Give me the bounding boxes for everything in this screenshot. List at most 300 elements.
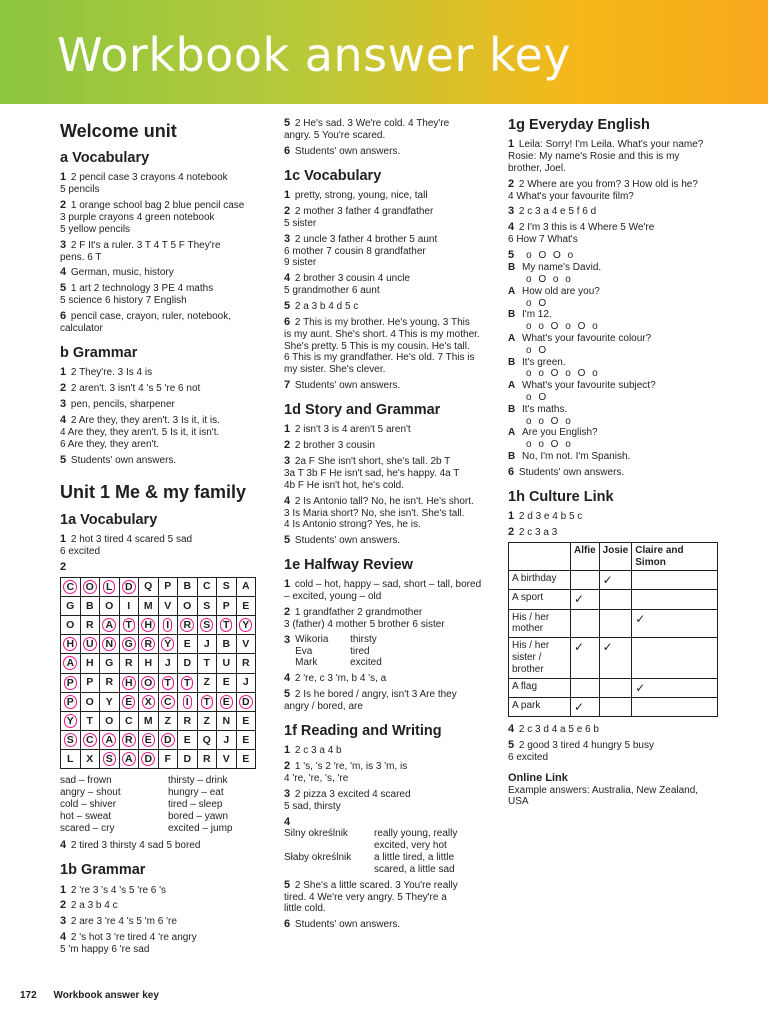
- answer-item: [60, 382, 270, 395]
- answer-item: [284, 233, 489, 270]
- wordsearch-cell: E: [236, 596, 256, 615]
- answer-line: 6 mother 7 cousin 8 grandfather: [284, 245, 426, 257]
- check-cell: [632, 571, 718, 590]
- table-row: [509, 638, 718, 678]
- wordsearch-cell: S: [100, 750, 120, 769]
- wordsearch-cell: D: [158, 731, 178, 750]
- cell-text: Słaby określnik: [284, 852, 352, 864]
- answer-line: 2 This is my brother. He's young. 3 This: [292, 316, 470, 328]
- wordsearch-cell: M: [139, 711, 159, 730]
- answer-line: 5 pencils: [60, 184, 100, 196]
- table-row: [509, 609, 718, 638]
- wordsearch-cell: E: [236, 711, 256, 730]
- wordsearch-cell: E: [178, 635, 198, 654]
- answer-item: [60, 899, 270, 912]
- wordsearch-cell: G: [61, 596, 81, 615]
- section-1g-everyday-english: 1g Everyday English: [508, 117, 650, 133]
- item-number: 1: [508, 138, 515, 151]
- answer-line: 2 He's sad. 3 We're cold. 4 They're: [292, 118, 450, 129]
- answer-line: 2 pencil case 3 crayons 4 notebook: [68, 172, 228, 184]
- item-number: 3: [60, 238, 67, 251]
- wordsearch: [60, 577, 270, 770]
- wordsearch-cell: A: [61, 654, 81, 673]
- section-1c-vocabulary: 1c Vocabulary: [284, 167, 382, 184]
- answer-item: [60, 266, 270, 279]
- wordsearch-cell: Y: [236, 615, 256, 634]
- pair-entry: bored – yawn: [168, 810, 229, 822]
- wordsearch-cell: X: [139, 692, 159, 711]
- cell-text: excited: [350, 657, 382, 669]
- answer-item: [508, 526, 718, 539]
- stress-pattern: o O: [526, 297, 549, 309]
- speaker: B: [508, 262, 516, 274]
- wordsearch-cell: O: [80, 577, 100, 596]
- wordsearch-cell: H: [119, 673, 139, 692]
- answer-line: 5 sad, thirsty: [284, 800, 341, 812]
- wordsearch-cell: S: [197, 596, 217, 615]
- wordsearch-cell: Q: [197, 731, 217, 750]
- wordsearch-cell: G: [100, 654, 120, 673]
- item-number: 1: [284, 188, 291, 201]
- answer-line: 2 Where are you from? 3 How old is he?: [516, 178, 698, 190]
- answer-item: [284, 760, 489, 785]
- answer-line: Leila: Sorry! I'm Leila. What's your name?: [516, 139, 704, 151]
- wordsearch-cell: H: [80, 654, 100, 673]
- answer-item: [284, 688, 489, 713]
- answer-line: pen, pencils, sharpener: [68, 398, 175, 410]
- answer-item: [60, 884, 270, 897]
- wordsearch-row: [61, 750, 256, 769]
- speaker: B: [508, 450, 516, 462]
- wordsearch-cell: R: [178, 711, 198, 730]
- wordsearch-cell: I: [119, 596, 139, 615]
- answer-line: 2a F She isn't short, she's tall. 2b T: [292, 456, 451, 468]
- answer-line: little cold.: [284, 903, 326, 915]
- wordsearch-cell: R: [178, 615, 198, 634]
- online-link-text: Example answers: Australia, New Zealand, USA: [508, 784, 699, 808]
- item-number: 7: [284, 379, 291, 392]
- stress-pattern: o O: [526, 391, 549, 403]
- item-number: 1: [284, 744, 291, 757]
- answer-item: [60, 414, 270, 451]
- wordsearch-cell: J: [158, 654, 178, 673]
- wordsearch-cell: B: [80, 596, 100, 615]
- answer-item: [284, 439, 489, 452]
- check-cell: ✓: [599, 638, 632, 678]
- wordsearch-cell: Y: [158, 635, 178, 654]
- wordsearch-cell: P: [80, 673, 100, 692]
- wordsearch-cell: I: [178, 692, 198, 711]
- name-feeling-row: [295, 646, 382, 658]
- wordsearch-cell: V: [236, 635, 256, 654]
- item-number: 3: [284, 787, 291, 800]
- answer-line: 4 're, 're, 's, 're: [284, 772, 349, 784]
- cell-text: Silny określnik: [284, 828, 348, 840]
- answer-line: 3 (father) 4 mother 5 brother 6 sister: [284, 618, 445, 630]
- row-label: A birthday: [509, 571, 571, 590]
- table-header: Josie: [599, 542, 632, 571]
- answer-line: 6 excited: [508, 751, 549, 763]
- dialog-line: [508, 380, 718, 392]
- section-1h-culture-link: 1h Culture Link: [508, 488, 614, 505]
- item-number: 4: [284, 494, 291, 507]
- speaker: A: [508, 332, 516, 344]
- item-number: 2: [284, 759, 291, 772]
- wordsearch-cell: L: [61, 750, 81, 769]
- wordsearch-cell: Q: [139, 577, 159, 596]
- 1h-items: [508, 510, 718, 539]
- column-left: [60, 117, 270, 959]
- wordsearch-cell: D: [178, 654, 198, 673]
- answer-line: 2 brother 3 cousin 4 uncle: [292, 273, 410, 285]
- check-cell: ✓: [571, 638, 600, 678]
- answer-line: 6 This is my grandfather. He's old. 7 This is: [284, 352, 475, 364]
- dialog-text: No, I'm not. I'm Spanish.: [522, 450, 631, 462]
- wordsearch-cell: T: [119, 615, 139, 634]
- 1e-items: [284, 578, 489, 631]
- wordsearch-cell: R: [139, 635, 159, 654]
- answer-item: [284, 672, 489, 685]
- wordsearch-row: [61, 635, 256, 654]
- item-number: 3: [284, 633, 291, 646]
- answer-item: [60, 454, 270, 467]
- answer-line: 2 's hot 3 're tired 4 're angry: [68, 932, 197, 944]
- wordsearch-cell: H: [61, 635, 81, 654]
- answer-line: 2 are 3 're 4 's 5 'm 6 're: [68, 916, 177, 928]
- dialog-text: I'm 12.: [522, 309, 552, 321]
- answer-item: [284, 316, 489, 376]
- dialog-text: How old are you?: [522, 285, 600, 297]
- answer-line: German, music, history: [68, 267, 174, 279]
- row-label: A flag: [509, 678, 571, 697]
- wordsearch-cell: R: [197, 750, 217, 769]
- wordsearch-cell: I: [158, 615, 178, 634]
- 1d-items: [284, 423, 489, 547]
- column-right: [508, 117, 718, 811]
- section-b-grammar: b Grammar: [60, 344, 138, 361]
- name-feeling-row: [295, 634, 382, 646]
- table-header: Claire and Simon: [632, 542, 718, 571]
- dialog-line: [508, 404, 718, 416]
- check-cell: [599, 590, 632, 609]
- answer-item: [60, 366, 270, 379]
- item-number: 2: [60, 199, 67, 212]
- answer-line: 2 c 3 a 4 b: [292, 745, 342, 757]
- wordsearch-cell: C: [158, 692, 178, 711]
- answer-item: [284, 300, 489, 313]
- dialog-line: [508, 333, 718, 345]
- wordsearch-label: 2: [60, 560, 67, 573]
- answer-line: 2 d 3 e 4 b 5 c: [516, 510, 583, 522]
- answer-item: [508, 221, 718, 246]
- wordsearch-cell: D: [236, 692, 256, 711]
- answer-item: [284, 423, 489, 436]
- answer-item: [508, 510, 718, 523]
- speaker: B: [508, 403, 516, 415]
- wordsearch-cell: P: [61, 692, 81, 711]
- item-number: 6: [284, 144, 291, 157]
- wordsearch-cell: U: [217, 654, 237, 673]
- answer-line: calculator: [60, 323, 103, 335]
- wordsearch-cell: Z: [197, 711, 217, 730]
- item-number: 5: [60, 453, 67, 466]
- item-number: 4: [60, 413, 67, 426]
- speaker: B: [508, 356, 516, 368]
- item-number: 1: [60, 366, 67, 379]
- item-number: 4: [508, 722, 515, 735]
- answer-line: She's pretty. 5 This is my cousin. He's tall.: [284, 340, 470, 352]
- 1g-item-5: [508, 249, 718, 463]
- wordsearch-cell: B: [178, 577, 198, 596]
- wordsearch-cell: O: [80, 692, 100, 711]
- row-label: His / her sister / brother: [509, 638, 571, 678]
- check-cell: ✓: [571, 590, 600, 609]
- wordsearch-row: [61, 654, 256, 673]
- item-number: 5: [284, 117, 291, 129]
- wordsearch-cell: T: [217, 615, 237, 634]
- a-vocabulary-items: [60, 171, 270, 335]
- dialog-line: [508, 262, 718, 274]
- dialog-line: [508, 451, 718, 463]
- item-number: 5: [284, 878, 291, 891]
- 1c-vocabulary-items: [284, 189, 489, 392]
- pair-entry: scared – cry: [60, 822, 115, 834]
- answer-item: [508, 178, 718, 203]
- pair-entry: angry – shout: [60, 787, 121, 799]
- section-1d-story-grammar: 1d Story and Grammar: [284, 402, 441, 418]
- wordsearch-cell: C: [61, 577, 81, 596]
- answer-line: – excited, young – old: [284, 591, 382, 603]
- 1b-grammar-items: [60, 884, 270, 957]
- check-cell: [632, 638, 718, 678]
- answer-item: [60, 310, 270, 335]
- answer-line: angry. 5 You're scared.: [284, 129, 386, 141]
- answer-line: cold – hot, happy – sad, short – tall, bored: [292, 579, 482, 591]
- check-cell: [632, 590, 718, 609]
- pair-entry: sad – frown: [60, 775, 112, 787]
- row-label: A sport: [509, 590, 571, 609]
- wordsearch-cell: C: [80, 731, 100, 750]
- item-number: 5: [284, 688, 291, 701]
- item-number: 6: [284, 918, 291, 931]
- table-row: [509, 678, 718, 697]
- answer-line: 2 I'm 3 this is 4 Where 5 We're: [516, 222, 655, 234]
- speaker: B: [508, 309, 516, 321]
- answer-line: 4 What's your favourite film?: [508, 190, 634, 202]
- stress-pattern: o O O o: [526, 250, 576, 262]
- answer-line: 2 good 3 tired 4 hungry 5 busy: [516, 739, 654, 751]
- item-number: 1: [284, 423, 291, 436]
- answer-line: 3a T 3b F He isn't sad, he's happy. 4a T: [284, 468, 460, 480]
- dialog-line: [508, 357, 718, 369]
- item-number: 2: [284, 204, 291, 217]
- answer-line: 2 brother 3 cousin: [292, 440, 375, 452]
- section-1a-vocabulary: 1a Vocabulary: [60, 511, 158, 528]
- stress-pattern: o o O o: [526, 439, 573, 451]
- answer-line: 9 sister: [284, 257, 317, 269]
- item-number: 2: [508, 525, 515, 538]
- wordsearch-cell: J: [236, 673, 256, 692]
- item-number: 4: [284, 272, 291, 285]
- answer-item: [508, 138, 718, 175]
- answer-line: 1 grandfather 2 grandmother: [292, 607, 423, 619]
- item-number: 5: [284, 534, 291, 547]
- wordsearch-cell: D: [119, 577, 139, 596]
- 1f-items-2: [284, 879, 489, 932]
- check-cell: [632, 697, 718, 716]
- modifier-row: [284, 828, 489, 852]
- check-cell: [571, 571, 600, 590]
- speaker: A: [508, 380, 516, 392]
- answer-line: 6 excited: [60, 545, 101, 557]
- wordsearch-cell: Y: [100, 692, 120, 711]
- wordsearch-cell: Z: [197, 673, 217, 692]
- item-number: 4: [60, 931, 67, 944]
- wordsearch-cell: N: [217, 711, 237, 730]
- answer-line: 4 Is Antonio strong? Yes, he is.: [284, 519, 421, 531]
- wordsearch-cell: P: [217, 596, 237, 615]
- page-number: 172: [20, 990, 37, 1001]
- wordsearch-row: [61, 615, 256, 634]
- page-footer: [20, 990, 173, 1002]
- wordsearch-cell: V: [158, 596, 178, 615]
- wordsearch-cell: O: [61, 615, 81, 634]
- wordsearch-cell: S: [197, 615, 217, 634]
- footer-label: Workbook answer key: [53, 990, 159, 1001]
- item-number: 3: [284, 455, 291, 468]
- answer-line: 5 grandmother 6 aunt: [284, 285, 380, 297]
- item-number: 2: [60, 382, 67, 395]
- 1b-grammar-continued: [284, 117, 489, 158]
- answer-item: [284, 879, 489, 916]
- 1h-items-2: [508, 723, 718, 764]
- item-number: 4: [284, 672, 291, 685]
- wordsearch-cell: S: [61, 731, 81, 750]
- answer-line: 2 a 3 b 4 c: [68, 900, 118, 912]
- answer-line: pencil case, crayon, ruler, notebook,: [68, 311, 231, 323]
- wordsearch-cell: R: [100, 673, 120, 692]
- answer-line: 1 orange school bag 2 blue pencil case: [68, 200, 245, 212]
- item-number: 4: [284, 815, 291, 828]
- answer-line: pretty, strong, young, nice, tall: [292, 189, 428, 201]
- wordsearch-cell: X: [80, 750, 100, 769]
- pair-entry: cold – shiver: [60, 799, 117, 811]
- wordsearch-cell: J: [217, 731, 237, 750]
- speaker: A: [508, 427, 516, 439]
- item-number: 4: [60, 839, 67, 852]
- row-label: His / her mother: [509, 609, 571, 638]
- item-number: 3: [60, 915, 67, 928]
- answer-item: [284, 189, 489, 202]
- answer-line: 6 How 7 What's: [508, 234, 578, 246]
- wordsearch-cell: E: [139, 731, 159, 750]
- wordsearch-cell: J: [197, 635, 217, 654]
- answer-line: 2 isn't 3 is 4 aren't 5 aren't: [292, 424, 411, 436]
- dialog-line: [508, 427, 718, 439]
- answer-line: 2 mother 3 father 4 grandfather: [292, 205, 434, 217]
- wordsearch-cell: E: [236, 750, 256, 769]
- speaker: A: [508, 285, 516, 297]
- wordsearch-cell: T: [80, 711, 100, 730]
- wordsearch-cell: O: [178, 596, 198, 615]
- cell-text: a little tired, a little scared, a little sad: [374, 852, 455, 875]
- dialog-line: [508, 286, 718, 298]
- answer-line: 3 purple crayons 4 green notebook: [60, 212, 215, 224]
- item-number: 5: [508, 249, 515, 262]
- check-cell: [599, 697, 632, 716]
- answer-line: Students' own answers.: [516, 466, 625, 478]
- answer-item: [284, 145, 489, 158]
- wordsearch-cell: T: [197, 692, 217, 711]
- answer-line: Students' own answers.: [292, 535, 401, 547]
- answer-line: Students' own answers.: [68, 454, 177, 466]
- answer-item: [60, 839, 270, 852]
- header-banner: [0, 0, 768, 104]
- item-number: 2: [284, 439, 291, 452]
- wordsearch-cell: E: [217, 673, 237, 692]
- item-number: 5: [60, 282, 67, 295]
- answer-line: brother, Joel.: [508, 162, 566, 174]
- wordsearch-cell: T: [178, 673, 198, 692]
- wordsearch-cell: D: [178, 750, 198, 769]
- wordsearch-cell: R: [119, 731, 139, 750]
- answer-item: [284, 117, 489, 142]
- answer-line: Rosie: My name's Rosie and this is my: [508, 151, 680, 163]
- pair-entry: hot – sweat: [60, 810, 112, 822]
- wordsearch-row: [61, 596, 256, 615]
- wordsearch-cell: R: [236, 654, 256, 673]
- answer-item: [284, 578, 489, 603]
- wordsearch-cell: H: [139, 615, 159, 634]
- answer-item: [284, 534, 489, 547]
- table-header: [509, 542, 571, 571]
- answer-line: pens. 6 T: [60, 251, 102, 263]
- answer-item: [284, 788, 489, 813]
- 1g-items: [508, 138, 718, 246]
- wordsearch-cell: F: [158, 750, 178, 769]
- answer-item: [60, 398, 270, 411]
- answer-line: 3 Is Maria short? No, she isn't. She's tall.: [284, 507, 465, 519]
- item-number: 6: [60, 310, 67, 323]
- check-cell: [571, 678, 600, 697]
- section-1e-halfway-review: 1e Halfway Review: [284, 557, 413, 574]
- answer-line: 2 uncle 3 father 4 brother 5 aunt: [292, 233, 438, 245]
- stress-pattern: o O: [526, 344, 549, 356]
- wordsearch-cell: C: [119, 711, 139, 730]
- answer-item: [284, 205, 489, 230]
- answer-item: [60, 931, 270, 956]
- wordsearch-cell: R: [119, 654, 139, 673]
- table-row: [509, 697, 718, 716]
- answer-item: [60, 171, 270, 196]
- wordsearch-cell: N: [100, 635, 120, 654]
- b-grammar-items: [60, 366, 270, 466]
- answer-item: [60, 239, 270, 264]
- answer-line: is my aunt. She's short. 4 This is my mother.: [284, 328, 480, 340]
- answer-line: 2 're, c 3 'm, b 4 's, a: [292, 673, 387, 685]
- answer-item: [284, 272, 489, 297]
- answer-line: 2 c 3 a 3: [516, 526, 558, 538]
- answer-line: 2 They're. 3 Is 4 is: [68, 367, 153, 379]
- 1e-item-3: [284, 634, 489, 669]
- answer-line: 2 Is Antonio tall? No, he isn't. He's short.: [292, 495, 474, 507]
- wordsearch-row: [61, 711, 256, 730]
- item-number: 6: [508, 465, 515, 478]
- cell-text: tired: [350, 645, 370, 657]
- answer-line: Students' own answers.: [292, 145, 401, 157]
- answer-item: [508, 739, 718, 764]
- answer-line: 1 art 2 technology 3 PE 4 maths: [68, 283, 214, 295]
